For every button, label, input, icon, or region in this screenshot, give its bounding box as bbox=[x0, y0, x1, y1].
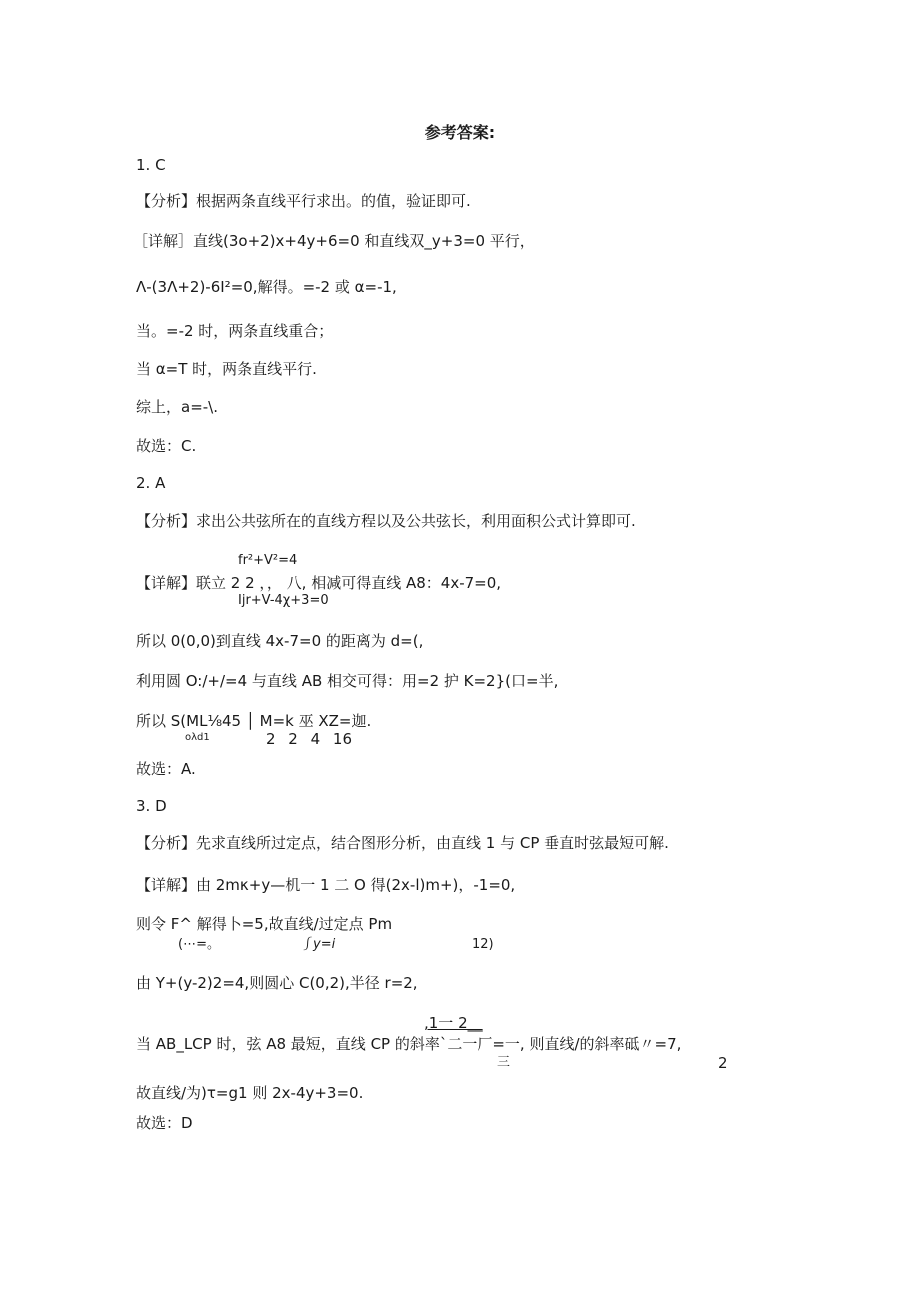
q1-equation: Λ-(3Λ+2)-6I²=0,解得。=-2 或 α=-1, bbox=[136, 278, 397, 296]
q3-fixed-point-sub-3: 12) bbox=[472, 937, 494, 952]
q3-slope-fraction-bottom: 三 bbox=[497, 1055, 511, 1070]
q3-fixed-point: 则令 F^ 解得卜=5,故直线/过定点 Pm bbox=[136, 915, 393, 933]
q1-summary: 综上，a=-\. bbox=[136, 398, 218, 416]
q3-slope: 当 AB_LCP 时，弦 A8 最短，直线 CP 的斜率`二一厂=一, 则直线/的斜率砥〃=7, bbox=[136, 1035, 682, 1053]
q1-choice: 故选：C. bbox=[136, 437, 197, 455]
q2-distance: 所以 0(0,0)到直线 4x-7=0 的距离为 d=(, bbox=[136, 632, 424, 650]
q2-detail: 【详解】联立 2 2 ，， 八, 相减可得直线 A8：4x-7=0, bbox=[136, 574, 502, 592]
q3-slope-fraction-two: 2 bbox=[718, 1054, 728, 1072]
q2-area: 所以 S(ML⅛45 │ M=k 巫 XZ=迦. bbox=[136, 712, 372, 730]
q3-fixed-point-sub: (⋯=。 bbox=[178, 937, 220, 952]
q3-fixed-point-sub-2: ⎰y=i bbox=[300, 937, 336, 952]
q2-analysis: 【分析】求出公共弦所在的直线方程以及公共弦长，利用面积公式计算即可. bbox=[136, 512, 636, 530]
page-title: 参考答案: bbox=[424, 123, 496, 142]
q1-analysis: 【分析】根据两条直线平行求出。的值，验证即可. bbox=[136, 192, 471, 210]
q2-system-top: fr²+V²=4 bbox=[238, 553, 298, 568]
q1-case-1: 当。=-2 时，两条直线重合； bbox=[136, 322, 334, 340]
q2-area-subscript: oλd1 bbox=[185, 732, 210, 743]
q2-system-bottom: Ijr+V-4χ+3=0 bbox=[238, 593, 329, 608]
q2-choice: 故选：A. bbox=[136, 760, 196, 778]
q2-use-circle: 利用圆 O:/+/=4 与直线 AB 相交可得：用=2 护 K=2}(口=半, bbox=[136, 672, 559, 690]
q3-analysis: 【分析】先求直线所过定点，结合图形分析，由直线 1 与 CP 垂直时弦最短可解. bbox=[136, 834, 669, 852]
q3-detail: 【详解】由 2mκ+y—机一 1 二 O 得(2x-l)m+)，-1=0, bbox=[136, 876, 516, 894]
q1-detail: ［详解］直线(3o+2)x+4y+6=0 和直线双_y+3=0 平行， bbox=[133, 232, 535, 250]
q3-slope-fraction-top: ,1一 2__ bbox=[424, 1014, 483, 1032]
q2-number: 2. A bbox=[136, 474, 166, 492]
q3-choice: 故选：D bbox=[136, 1114, 193, 1132]
q3-circle: 由 Y+(y-2)2=4,则圆心 C(0,2),半径 r=2, bbox=[136, 974, 418, 992]
q3-line-equation: 故直线/为)τ=g1 则 2x-4y+3=0. bbox=[136, 1084, 364, 1102]
q2-area-denominators: 2 2 4 16 bbox=[266, 730, 353, 748]
q1-number: 1. C bbox=[136, 156, 166, 174]
q1-case-2: 当 α=T 时，两条直线平行. bbox=[136, 360, 317, 378]
q3-number: 3. D bbox=[136, 797, 167, 815]
